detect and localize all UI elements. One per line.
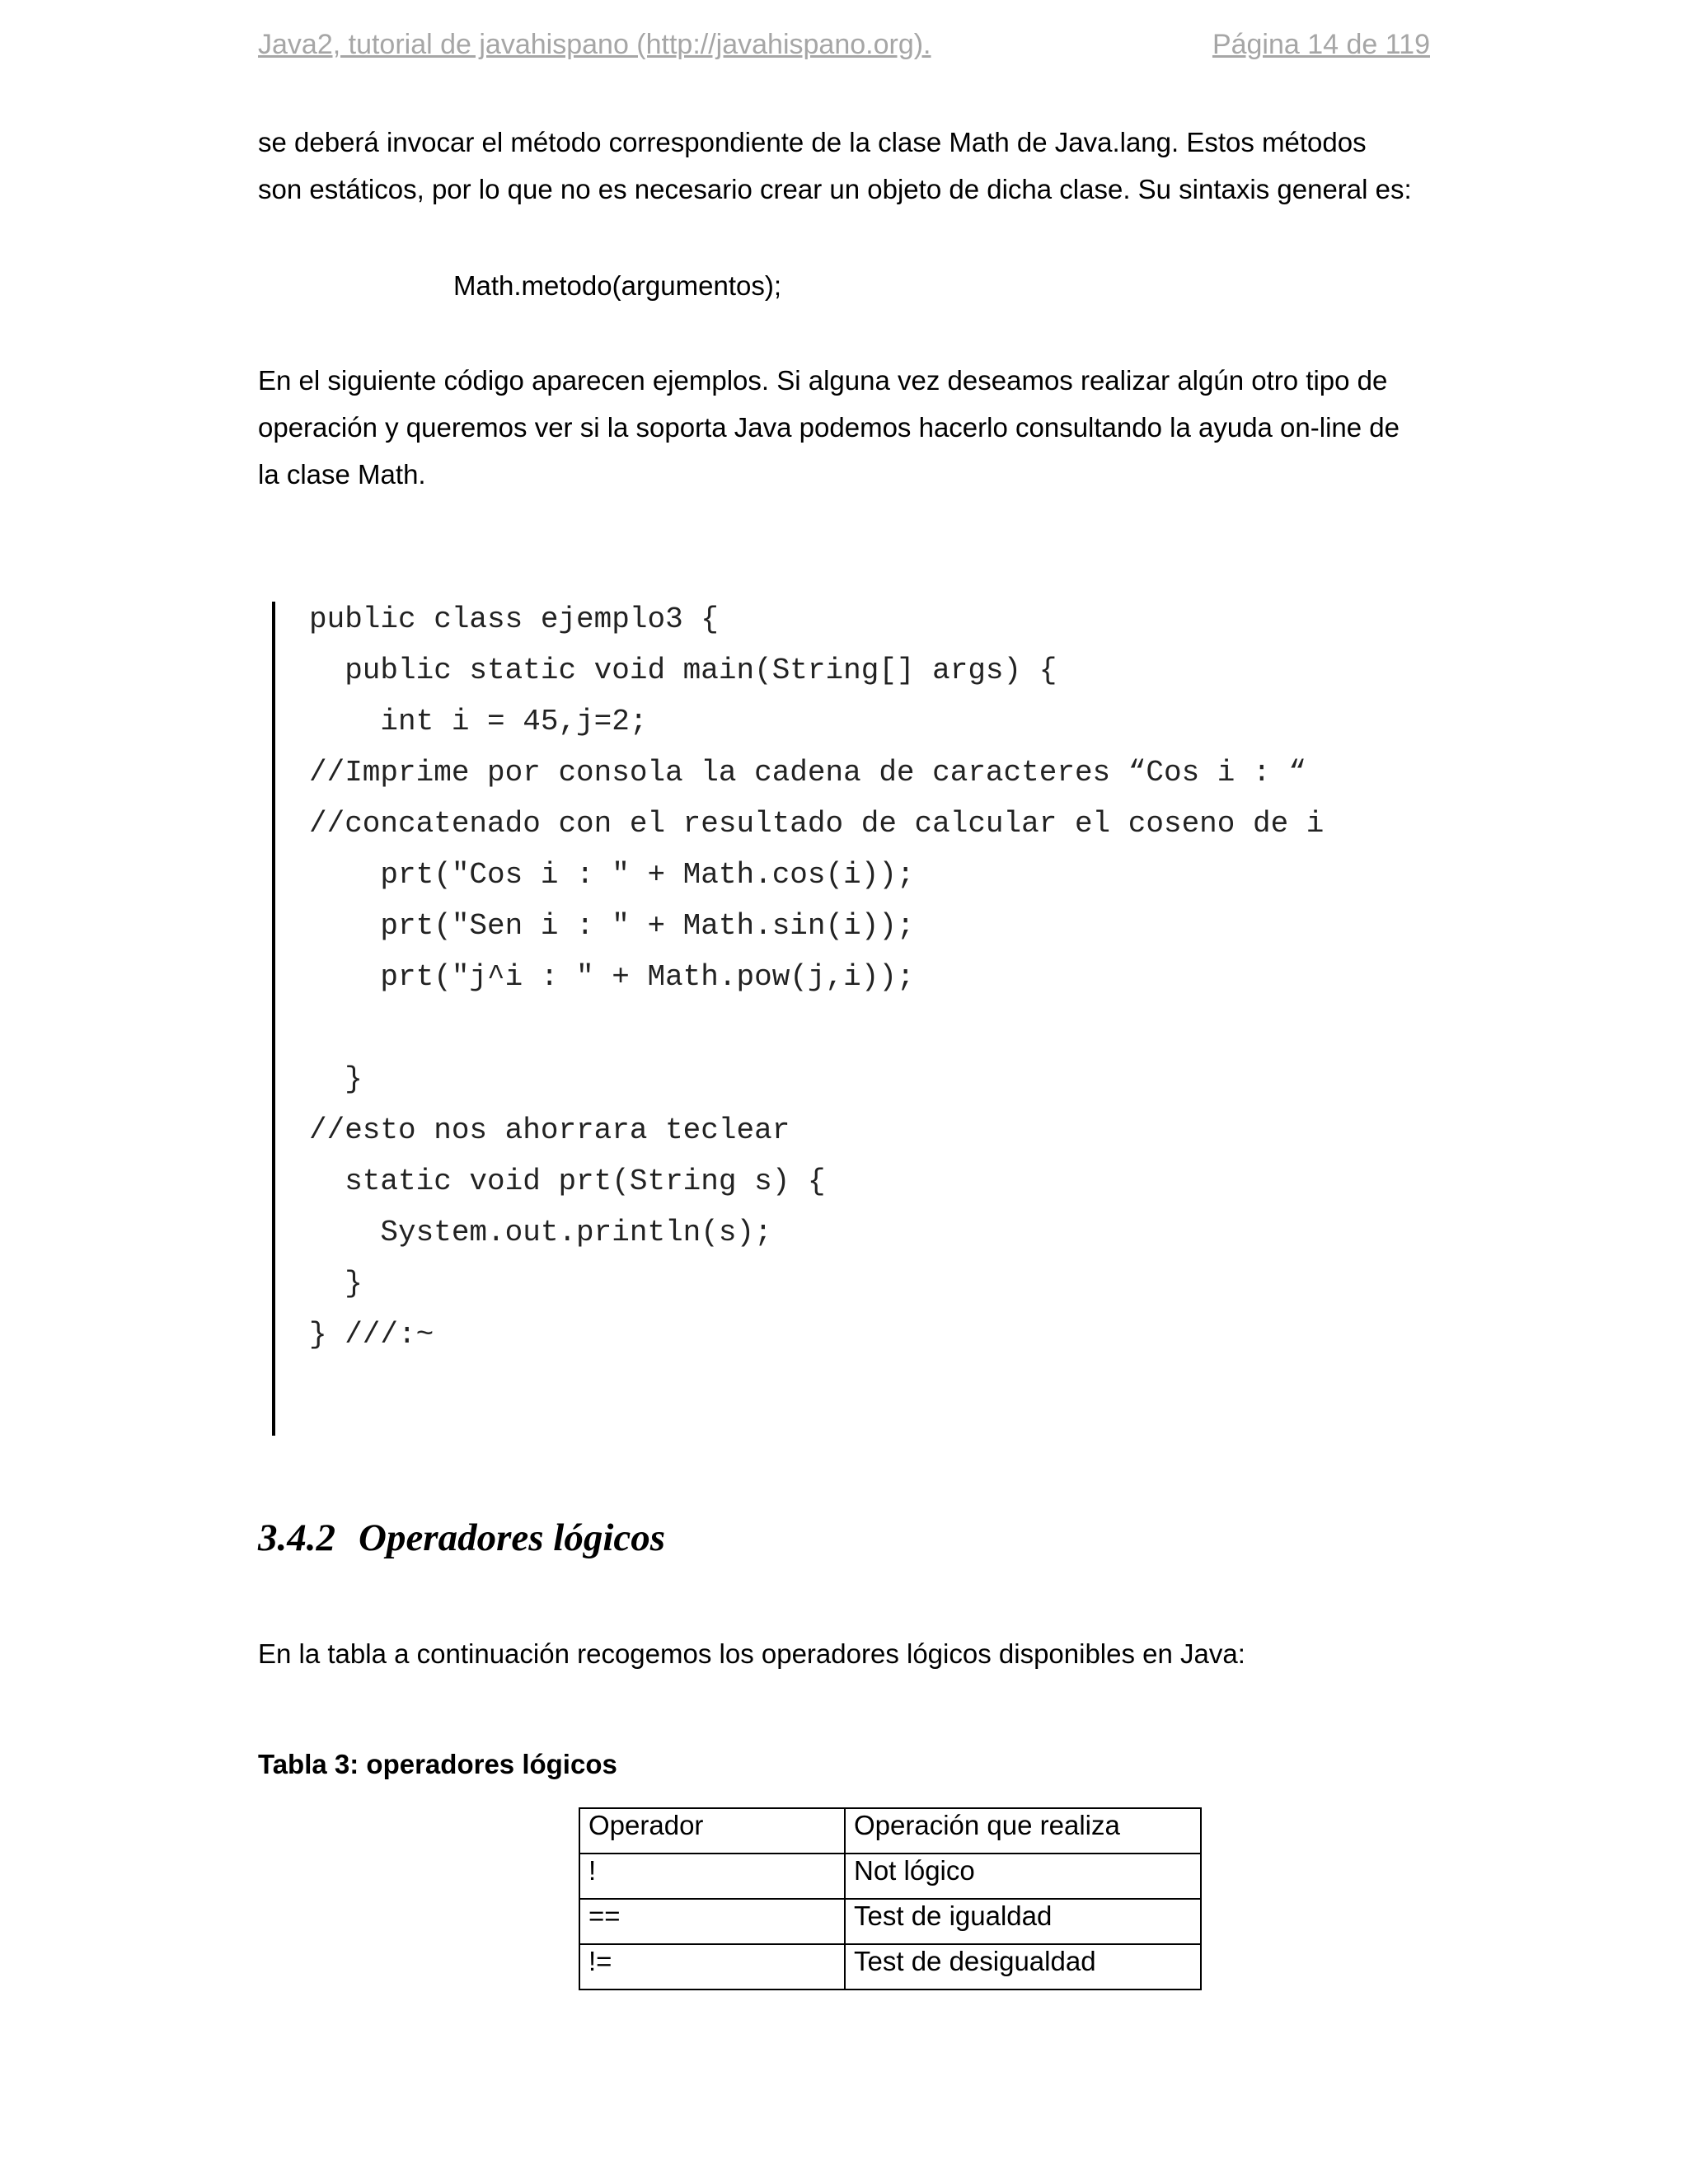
table-cell: Not lógico — [845, 1854, 1201, 1899]
table-row — [579, 1944, 1201, 1990]
operators-table — [579, 1807, 1202, 1990]
page-number: Página 14 de 119 — [1212, 29, 1430, 60]
code-block — [272, 602, 1446, 1436]
section-heading — [258, 1513, 665, 1563]
table-cell: ! — [579, 1854, 845, 1899]
table-row — [579, 1854, 1201, 1899]
code-line: } ///:~ — [309, 1318, 434, 1352]
code-line: public class ejemplo3 { — [309, 602, 719, 636]
code-line: //concatenado con el resultado de calcular el coseno de i — [309, 807, 1325, 841]
code-line: int i = 45,j=2; — [309, 705, 648, 738]
code-line: } — [309, 1062, 363, 1096]
code-line: prt("Sen i : " + Math.sin(i)); — [309, 909, 915, 943]
paragraph-line: la clase Math. — [258, 459, 426, 490]
table-cell: Test de igualdad — [845, 1899, 1201, 1944]
paragraph-line: operación y queremos ver si la soporta Java podemos hacerlo consultando la ayuda on-line de — [258, 412, 1400, 443]
table-header-cell: Operación que realiza — [845, 1808, 1201, 1854]
table-cell: == — [579, 1899, 845, 1944]
code-line: static void prt(String s) { — [309, 1165, 826, 1198]
syntax-example: Math.metodo(argumentos); — [453, 270, 782, 301]
table-cell: != — [579, 1944, 845, 1990]
code-line: prt("j^i : " + Math.pow(j,i)); — [309, 960, 915, 994]
paragraph-table-intro: En la tabla a continuación recogemos los operadores lógicos disponibles en Java: — [258, 1638, 1245, 1669]
paragraph-intro — [258, 119, 1430, 213]
table-header-row — [579, 1808, 1201, 1854]
code-line: } — [309, 1267, 363, 1301]
code-line: System.out.println(s); — [309, 1216, 772, 1249]
page-header-title: Java2, tutorial de javahispano (http://javahispano.org). — [258, 29, 931, 60]
table-header-cell: Operador — [579, 1808, 845, 1854]
code-line: //esto nos ahorrara teclear — [309, 1113, 790, 1147]
paragraph-line: se deberá invocar el método correspondiente de la clase Math de Java.lang. Estos métodos — [258, 127, 1367, 157]
section-title: Operadores lógicos — [359, 1516, 666, 1559]
table-cell: Test de desigualdad — [845, 1944, 1201, 1990]
paragraph-line: En el siguiente código aparecen ejemplos. Si alguna vez deseamos realizar algún otro tipo de — [258, 365, 1388, 396]
table-caption: Tabla 3: operadores lógicos — [258, 1749, 617, 1779]
table-row — [579, 1899, 1201, 1944]
code-line: //Imprime por consola la cadena de caracteres “Cos i : “ — [309, 756, 1306, 790]
code-line: public static void main(String[] args) { — [309, 654, 1057, 687]
paragraph-line: son estáticos, por lo que no es necesario crear un objeto de dicha clase. Su sintaxis general es: — [258, 174, 1412, 204]
paragraph-examples — [258, 357, 1430, 498]
section-number: 3.4.2 — [258, 1516, 335, 1559]
code-line: prt("Cos i : " + Math.cos(i)); — [309, 858, 915, 892]
